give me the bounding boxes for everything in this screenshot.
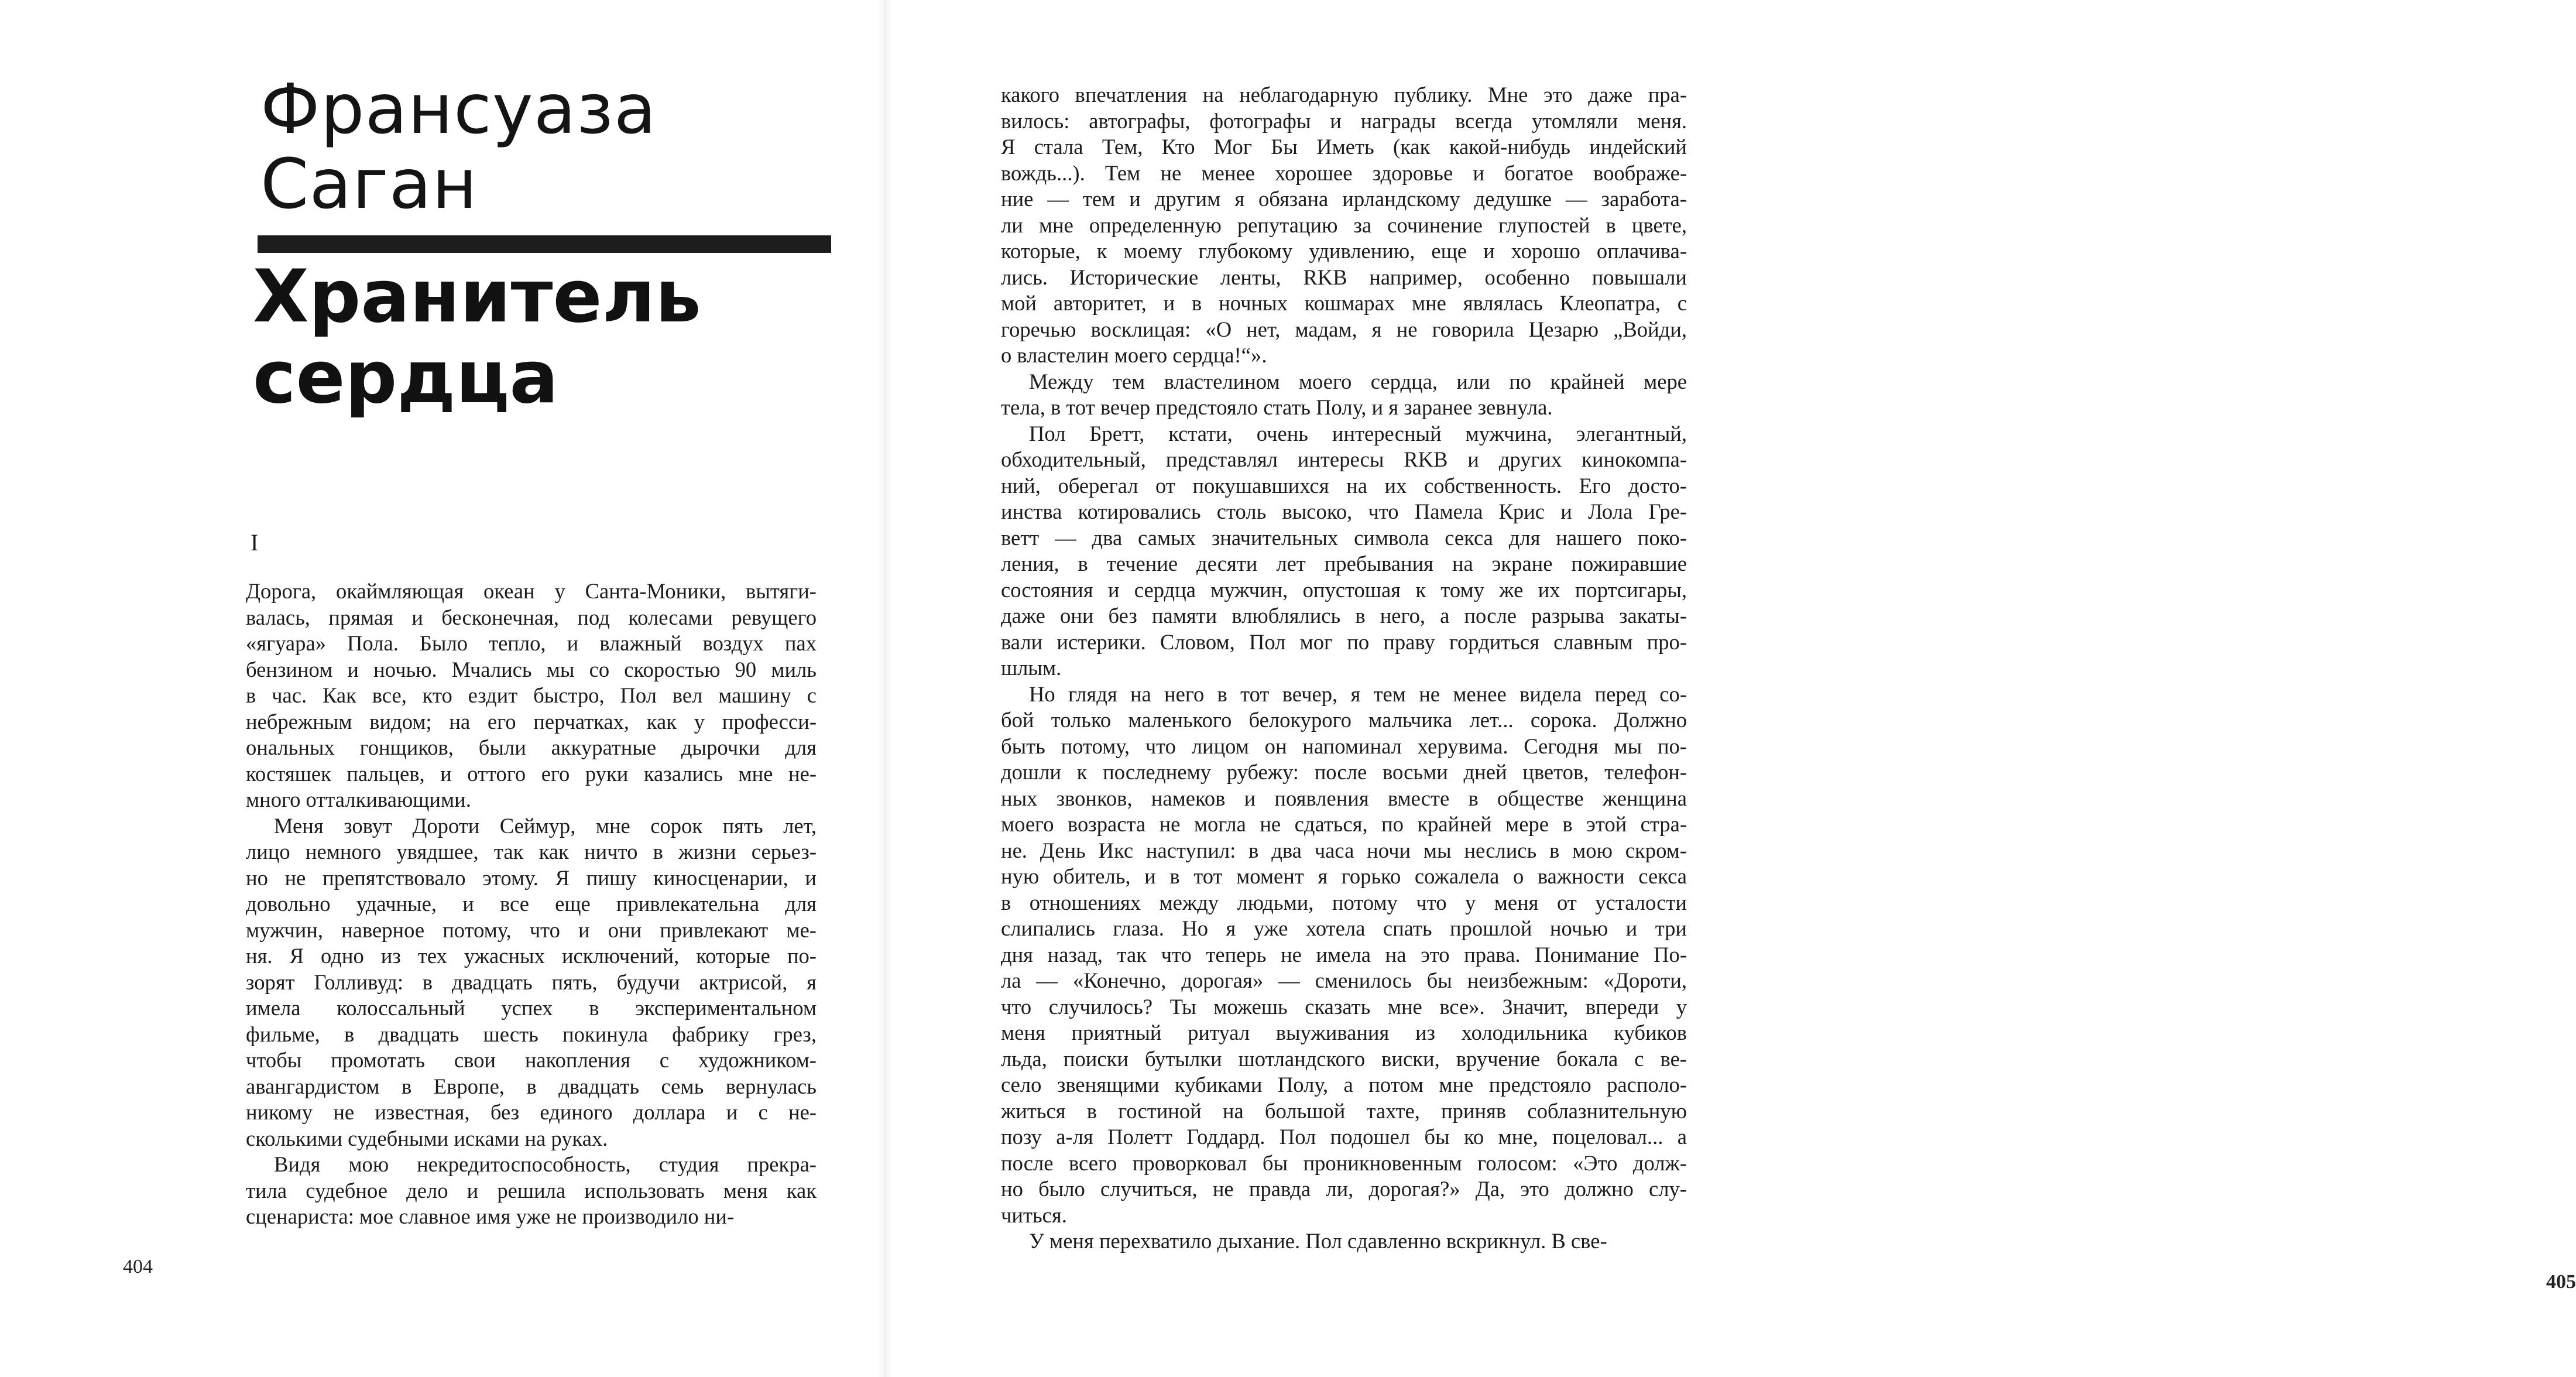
text-line: бензином и ночью. Мчались мы со скоростью 90 миль <box>246 657 817 681</box>
text-line: «ягуара» Пола. Было тепло, и влажный воздух пах <box>246 631 817 655</box>
paragraph <box>1001 82 1687 369</box>
text-line: мужчин, наверное потому, что и они привлекают ме- <box>246 917 817 942</box>
text-line: зорят Голливуд: в двадцать пять, будучи актрисой, я <box>246 970 817 994</box>
text-line: авангардистом в Европе, в двадцать семь вернулась <box>246 1074 817 1098</box>
author-last-name: Саган <box>260 143 478 224</box>
text-line: Но глядя на него в тот вечер, я тем не менее видела перед со- <box>1029 681 1687 706</box>
text-line: небрежным видом; на его перчатках, как у професси- <box>246 709 817 734</box>
text-line: дня назад, так что теперь не имела на это права. Понимание По- <box>1001 942 1687 967</box>
text-line: что случилось? Ты можешь сказать мне все». Значит, впереди у <box>1001 994 1687 1019</box>
text-line: валась, прямая и бесконечная, под колесами ревущего <box>246 605 817 629</box>
text-line: ональных гонщиков, были аккуратные дырочки для <box>246 735 817 759</box>
text-line: в час. Как все, кто ездит быстро, Пол вел машину с <box>246 683 817 707</box>
text-line: ли мне определенную репутацию за сочинение глупостей в цвете, <box>1001 213 1687 237</box>
text-line: о властелин моего сердца!“». <box>1001 343 1267 367</box>
text-line: дошли к последнему рубежу: после восьми дней цветов, телефон- <box>1001 760 1687 784</box>
paragraph <box>246 1152 817 1230</box>
text-line: в отношениях между людьми, потому что у меня от усталости <box>1001 890 1687 914</box>
text-line: тела, в тот вечер предстояло стать Полу, и я заранее зевнула. <box>1001 395 1553 419</box>
left-page <box>0 0 887 1377</box>
text-line: ний, оберегал от покушавшихся на их собственность. Его досто- <box>1001 473 1687 498</box>
text-line: льда, поиски бутылки шотландского виски, вручение бокала с ве- <box>1001 1046 1687 1071</box>
page-number: 405 <box>2546 1271 2576 1293</box>
text-line: ную обитель, и в тот момент я горько сожалела о важности секса <box>1001 864 1687 888</box>
story-title <box>253 256 780 418</box>
text-line: ветт — два самых значительных символа секса для нашего поко- <box>1001 525 1687 550</box>
text-line: состояния и сердца мужчин, опустошая к тому же их портсигары, <box>1001 577 1687 602</box>
text-line: слипались глаза. Но я уже хотела спать прошлой ночью и три <box>1001 916 1687 940</box>
text-line: Я стала Тем, Кто Мог Бы Иметь (как какой-нибудь индейский <box>1001 135 1687 159</box>
text-line: после всего проворковал бы проникновенным голосом: «Это долж- <box>1001 1150 1687 1175</box>
text-line: вали истерики. Словом, Пол мог по праву гордиться славным про- <box>1001 629 1687 654</box>
text-line: но было случиться, не правда ли, дорогая?» Да, это должно слу- <box>1001 1177 1687 1201</box>
text-line: ние — тем и другим я обязана ирландскому дедушке — заработа- <box>1001 187 1687 211</box>
text-line: житься в гостиной на большой тахте, приняв соблазнительную <box>1001 1098 1687 1123</box>
text-line: но не препятствовало этому. Я пишу киносценарии, и <box>246 865 817 890</box>
text-line: село звенящими кубиками Полу, а потом мне предстояло располо- <box>1001 1073 1687 1097</box>
text-line: Пол Бретт, кстати, очень интересный мужчина, элегантный, <box>1029 421 1687 446</box>
text-line: сценариста: мое славное имя уже не производило ни- <box>246 1204 735 1228</box>
text-line: обходительный, представлял интересы RKB и других кинокомпа- <box>1001 447 1687 471</box>
paragraph <box>1001 681 1687 1229</box>
text-line: горечью восклицая: «О нет, мадам, я не говорила Цезарю „Войди, <box>1001 317 1687 341</box>
text-line: ня. Я одно из тех ужасных исключений, которые по- <box>246 944 817 968</box>
paragraph <box>1001 421 1687 681</box>
text-line: костяшек пальцев, и оттого его руки казались мне не- <box>246 761 817 786</box>
text-line: Меня зовут Дороти Сеймур, мне сорок пять лет, <box>274 813 817 838</box>
text-line: сколькими судебными исками на руках. <box>246 1126 608 1150</box>
text-line: даже они без памяти влюблялись в него, а после разрыва закаты- <box>1001 604 1687 628</box>
text-line: фильме, в двадцать шесть покинула фабрику грез, <box>246 1022 817 1046</box>
text-line: бой только маленького белокурого мальчика лет... сорока. Должно <box>1001 708 1687 732</box>
text-line: меня приятный ритуал выуживания из холодильника кубиков <box>1001 1020 1687 1044</box>
text-line: довольно удачные, и все еще привлекательна для <box>246 892 817 916</box>
text-line: ных звонков, намеков и появления вместе в обществе женщина <box>1001 786 1687 810</box>
text-line: имела колоссальный успех в экспериментальном <box>246 996 817 1020</box>
text-line: лицо немного увядшее, так как ничто в жизни серьез- <box>246 840 817 864</box>
text-line: лись. Исторические ленты, RKB например, особенно повышали <box>1001 265 1687 289</box>
text-line: инства котировались столь высоко, что Памела Крис и Лола Гре- <box>1001 499 1687 523</box>
paragraph <box>246 813 817 1152</box>
text-line: моего возраста не могла не сдаться, по крайней мере в этой стра- <box>1001 812 1687 836</box>
text-line: которые, к моему глубокому удивлению, еще и хорошо оплачива- <box>1001 239 1687 263</box>
text-line: никому не известная, без единого доллара и с не- <box>246 1100 817 1124</box>
page-number: 404 <box>123 1256 153 1277</box>
text-line: У меня перехватило дыхание. Пол сдавленно вскрикнул. В све- <box>1029 1229 1607 1253</box>
text-line: позу а-ля Полетт Годдард. Пол подошел бы ко мне, поцеловал... а <box>1001 1125 1687 1149</box>
text-line: вождь...). Тем не менее хорошее здоровье и богатое воображе- <box>1001 160 1687 185</box>
title-divider-bar <box>258 235 831 253</box>
paragraph <box>246 578 817 813</box>
text-line: ла — «Конечно, дорогая» — сменилось бы неизбежным: «Дороти, <box>1001 968 1687 992</box>
story-title-line: Хранитель <box>253 255 701 339</box>
chapter-number: I <box>251 529 259 556</box>
text-line: быть потому, что лицом он напоминал херувима. Сегодня мы по- <box>1001 734 1687 758</box>
text-line: тила судебное дело и решила использовать меня как <box>246 1178 817 1203</box>
text-line: какого впечатления на неблагодарную публику. Мне это даже пра- <box>1001 83 1687 107</box>
text-line: Между тем властелином моего сердца, или по крайней мере <box>1029 369 1687 393</box>
text-line: чтобы промотать свои накопления с художником- <box>246 1048 817 1072</box>
story-title-line: сердца <box>253 335 559 420</box>
text-line: Видя мою некредитоспособность, студия прекра- <box>274 1152 817 1176</box>
text-line: читься. <box>1001 1203 1067 1227</box>
author-name <box>260 68 670 224</box>
paragraph <box>1001 1228 1687 1255</box>
text-line: вилось: автографы, фотографы и награды всегда утомляли меня. <box>1001 108 1687 133</box>
text-line: много отталкивающими. <box>246 787 471 811</box>
left-text-column <box>246 578 817 1230</box>
text-line: Дорога, окаймляющая океан у Санта-Моники, вытяги- <box>246 579 817 603</box>
text-line: мой авторитет, и в ночных кошмарах мне являлась Клеопатра, с <box>1001 291 1687 315</box>
text-line: ления, в течение десяти лет пребывания на экране пожиравшие <box>1001 552 1687 576</box>
text-line: не. День Икс наступил: в два часа ночи мы неслись в мою скром- <box>1001 838 1687 862</box>
text-line: шлым. <box>1001 656 1062 680</box>
paragraph <box>1001 369 1687 421</box>
right-text-column <box>1001 82 1687 1255</box>
author-first-name: Франсуаза <box>260 68 657 149</box>
